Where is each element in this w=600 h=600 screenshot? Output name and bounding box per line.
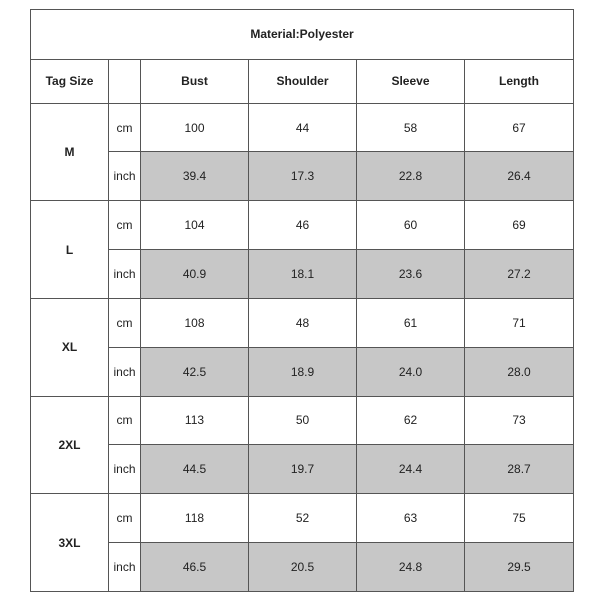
bust-inch-value: 46.5 [141, 543, 249, 592]
shoulder-cm-value: 44 [249, 103, 357, 152]
length-inch-value: 26.4 [465, 152, 574, 201]
size-chart-table [30, 9, 574, 592]
size-label: M [31, 103, 109, 201]
sleeve-cm-value: 62 [357, 396, 465, 445]
bust-cm-value: 100 [141, 103, 249, 152]
header-bust: Bust [141, 59, 249, 103]
shoulder-inch-value: 17.3 [249, 152, 357, 201]
bust-cm-value: 118 [141, 494, 249, 543]
shoulder-cm-value: 48 [249, 298, 357, 347]
sleeve-inch-value: 23.6 [357, 250, 465, 299]
unit-cm-label: cm [109, 298, 141, 347]
header-tag-size: Tag Size [31, 59, 109, 103]
length-cm-value: 67 [465, 103, 574, 152]
shoulder-cm-value: 50 [249, 396, 357, 445]
unit-inch-label: inch [109, 543, 141, 592]
sleeve-cm-value: 63 [357, 494, 465, 543]
size-row-inch [31, 347, 574, 396]
unit-inch-label: inch [109, 347, 141, 396]
length-cm-value: 71 [465, 298, 574, 347]
sleeve-cm-value: 60 [357, 201, 465, 250]
length-cm-value: 69 [465, 201, 574, 250]
shoulder-inch-value: 18.1 [249, 250, 357, 299]
header-unit [109, 59, 141, 103]
length-inch-value: 28.7 [465, 445, 574, 494]
size-row-cm [31, 103, 574, 152]
sleeve-inch-value: 24.8 [357, 543, 465, 592]
shoulder-inch-value: 20.5 [249, 543, 357, 592]
size-label: 2XL [31, 396, 109, 494]
sleeve-inch-value: 22.8 [357, 152, 465, 201]
shoulder-inch-value: 19.7 [249, 445, 357, 494]
size-row-inch [31, 250, 574, 299]
unit-inch-label: inch [109, 250, 141, 299]
bust-inch-value: 42.5 [141, 347, 249, 396]
bust-cm-value: 113 [141, 396, 249, 445]
size-row-cm [31, 396, 574, 445]
header-length: Length [465, 59, 574, 103]
size-row-inch [31, 543, 574, 592]
sleeve-inch-value: 24.4 [357, 445, 465, 494]
sleeve-cm-value: 58 [357, 103, 465, 152]
shoulder-inch-value: 18.9 [249, 347, 357, 396]
sleeve-inch-value: 24.0 [357, 347, 465, 396]
shoulder-cm-value: 52 [249, 494, 357, 543]
bust-inch-value: 39.4 [141, 152, 249, 201]
unit-cm-label: cm [109, 201, 141, 250]
size-label: L [31, 201, 109, 299]
length-inch-value: 29.5 [465, 543, 574, 592]
unit-cm-label: cm [109, 396, 141, 445]
shoulder-cm-value: 46 [249, 201, 357, 250]
unit-inch-label: inch [109, 152, 141, 201]
sleeve-cm-value: 61 [357, 298, 465, 347]
size-label: 3XL [31, 494, 109, 592]
header-row [31, 59, 574, 103]
header-sleeve: Sleeve [357, 59, 465, 103]
table-title: Material:Polyester [31, 10, 574, 60]
bust-inch-value: 44.5 [141, 445, 249, 494]
bust-inch-value: 40.9 [141, 250, 249, 299]
length-cm-value: 73 [465, 396, 574, 445]
header-shoulder: Shoulder [249, 59, 357, 103]
size-row-cm [31, 201, 574, 250]
size-row-cm [31, 494, 574, 543]
size-row-inch [31, 152, 574, 201]
length-cm-value: 75 [465, 494, 574, 543]
unit-cm-label: cm [109, 103, 141, 152]
length-inch-value: 28.0 [465, 347, 574, 396]
bust-cm-value: 104 [141, 201, 249, 250]
length-inch-value: 27.2 [465, 250, 574, 299]
size-row-inch [31, 445, 574, 494]
size-row-cm [31, 298, 574, 347]
unit-inch-label: inch [109, 445, 141, 494]
bust-cm-value: 108 [141, 298, 249, 347]
size-label: XL [31, 298, 109, 396]
unit-cm-label: cm [109, 494, 141, 543]
